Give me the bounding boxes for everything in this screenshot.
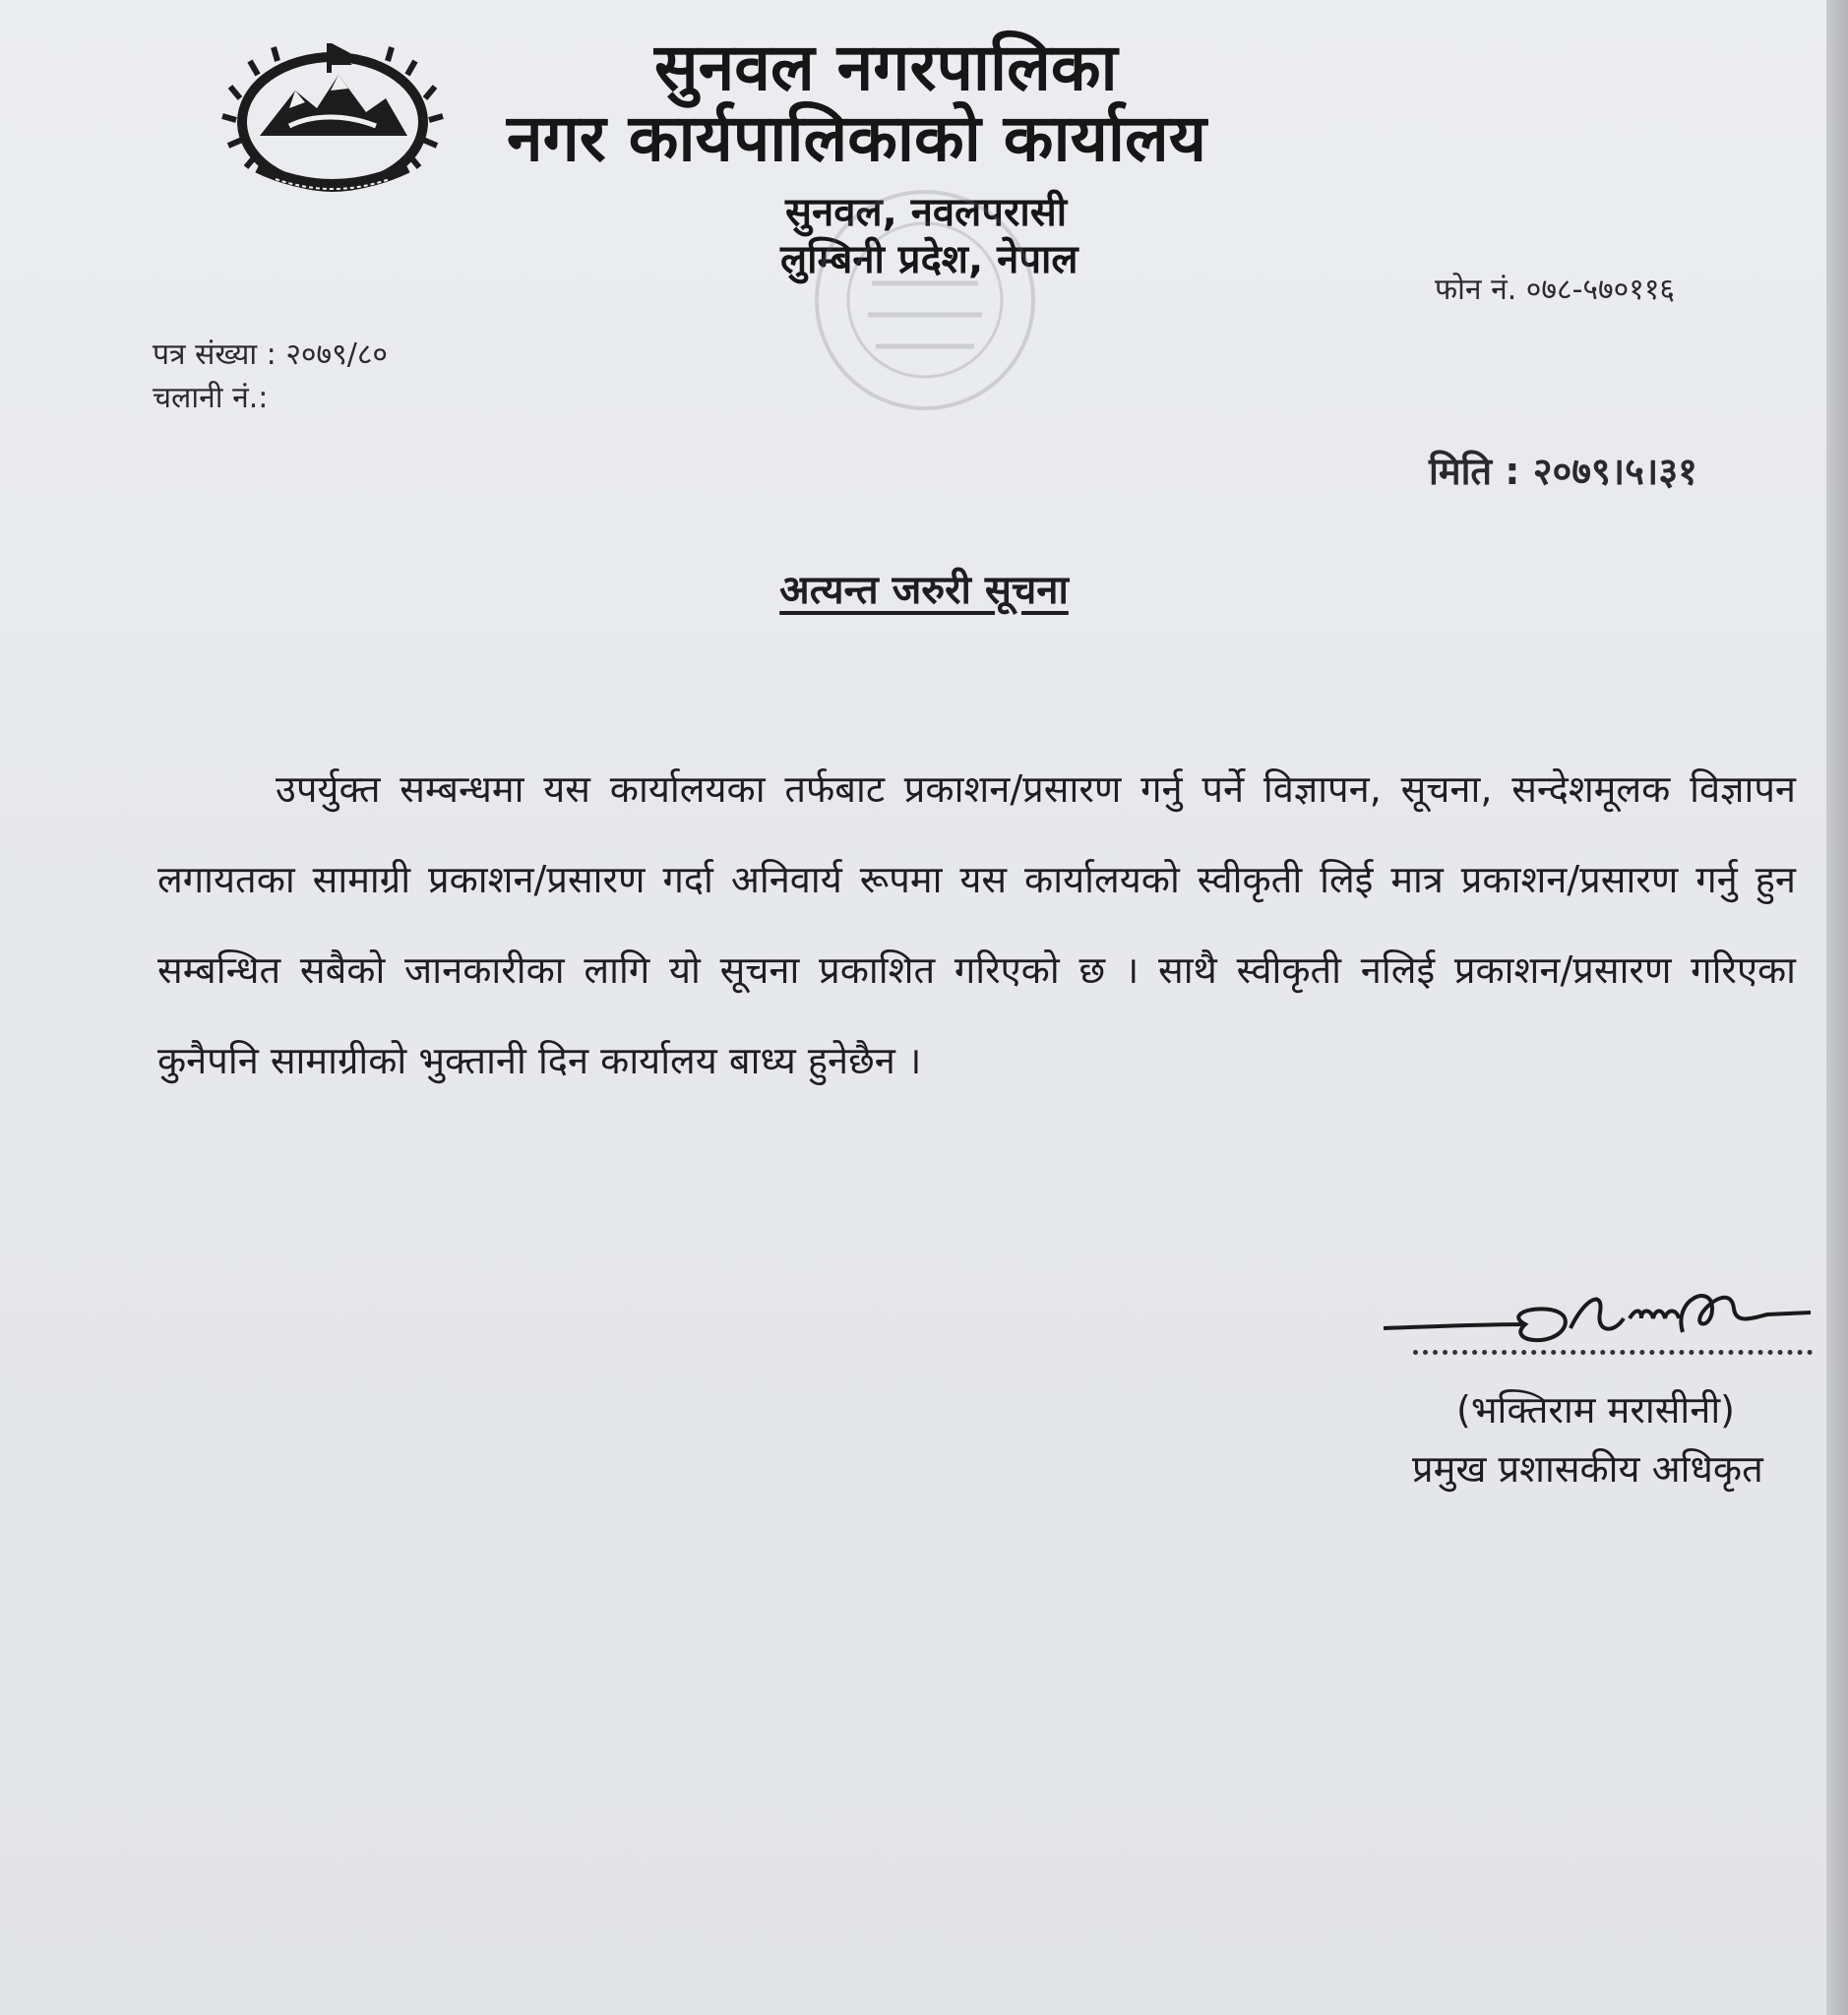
paper-edge-shadow [1826,0,1848,2015]
dispatch-number: चलानी नं.: [153,381,269,415]
notice-heading: अत्यन्त जरुरी सूचना [779,568,1069,613]
government-emblem-icon [218,30,447,197]
address-line-1: सुनवल, नवलपरासी [785,190,1068,235]
signature-line [1413,1350,1813,1355]
office-stamp-icon [777,167,1073,433]
signatory-designation: प्रमुख प्रशासकीय अधिकृत [1412,1447,1763,1491]
letter-number: पत्र संख्या : २०७९/८० [153,337,389,372]
letter-date: मिति : २०७९।५।३१ [1429,450,1697,493]
notice-body: उपर्युक्त सम्बन्धमा यस कार्यालयका तर्फबाट प्रकाशन/प्रसारण गर्नु पर्ने विज्ञापन, सूचना, सन्देशमूलक विज्ञापन लगायतका सामाग्री प्रकाशन/प्रसारण गर्दा अनिवार्य रूपमा यस कार्यालयको स्वीकृती लिई मात्र प्रकाशन/प्रसारण गर्नु हुन सम्बन्धित सबैको जानकारीका लागि यो सूचना प्रकाशित गरिएको छ । साथै स्वीकृती नलिई प्रकाशन/प्रसारण गरिएका कुनैपनि सामाग्रीको भुक्तानी दिन कार्यालय बाध्य हुनेछैन । [157,767,1796,1082]
signatory-name: (भक्तिराम मरासीनी) [1456,1388,1735,1432]
address-line-2: लुम्बिनी प्रदेश, नेपाल [780,237,1078,282]
phone-number: फोन नं. ०७८-५७०११६ [1435,273,1676,307]
office-name: नगर कार्यपालिकाको कार्यालय [507,100,1206,176]
municipality-name: सुनवल नगरपालिका [654,30,1118,105]
